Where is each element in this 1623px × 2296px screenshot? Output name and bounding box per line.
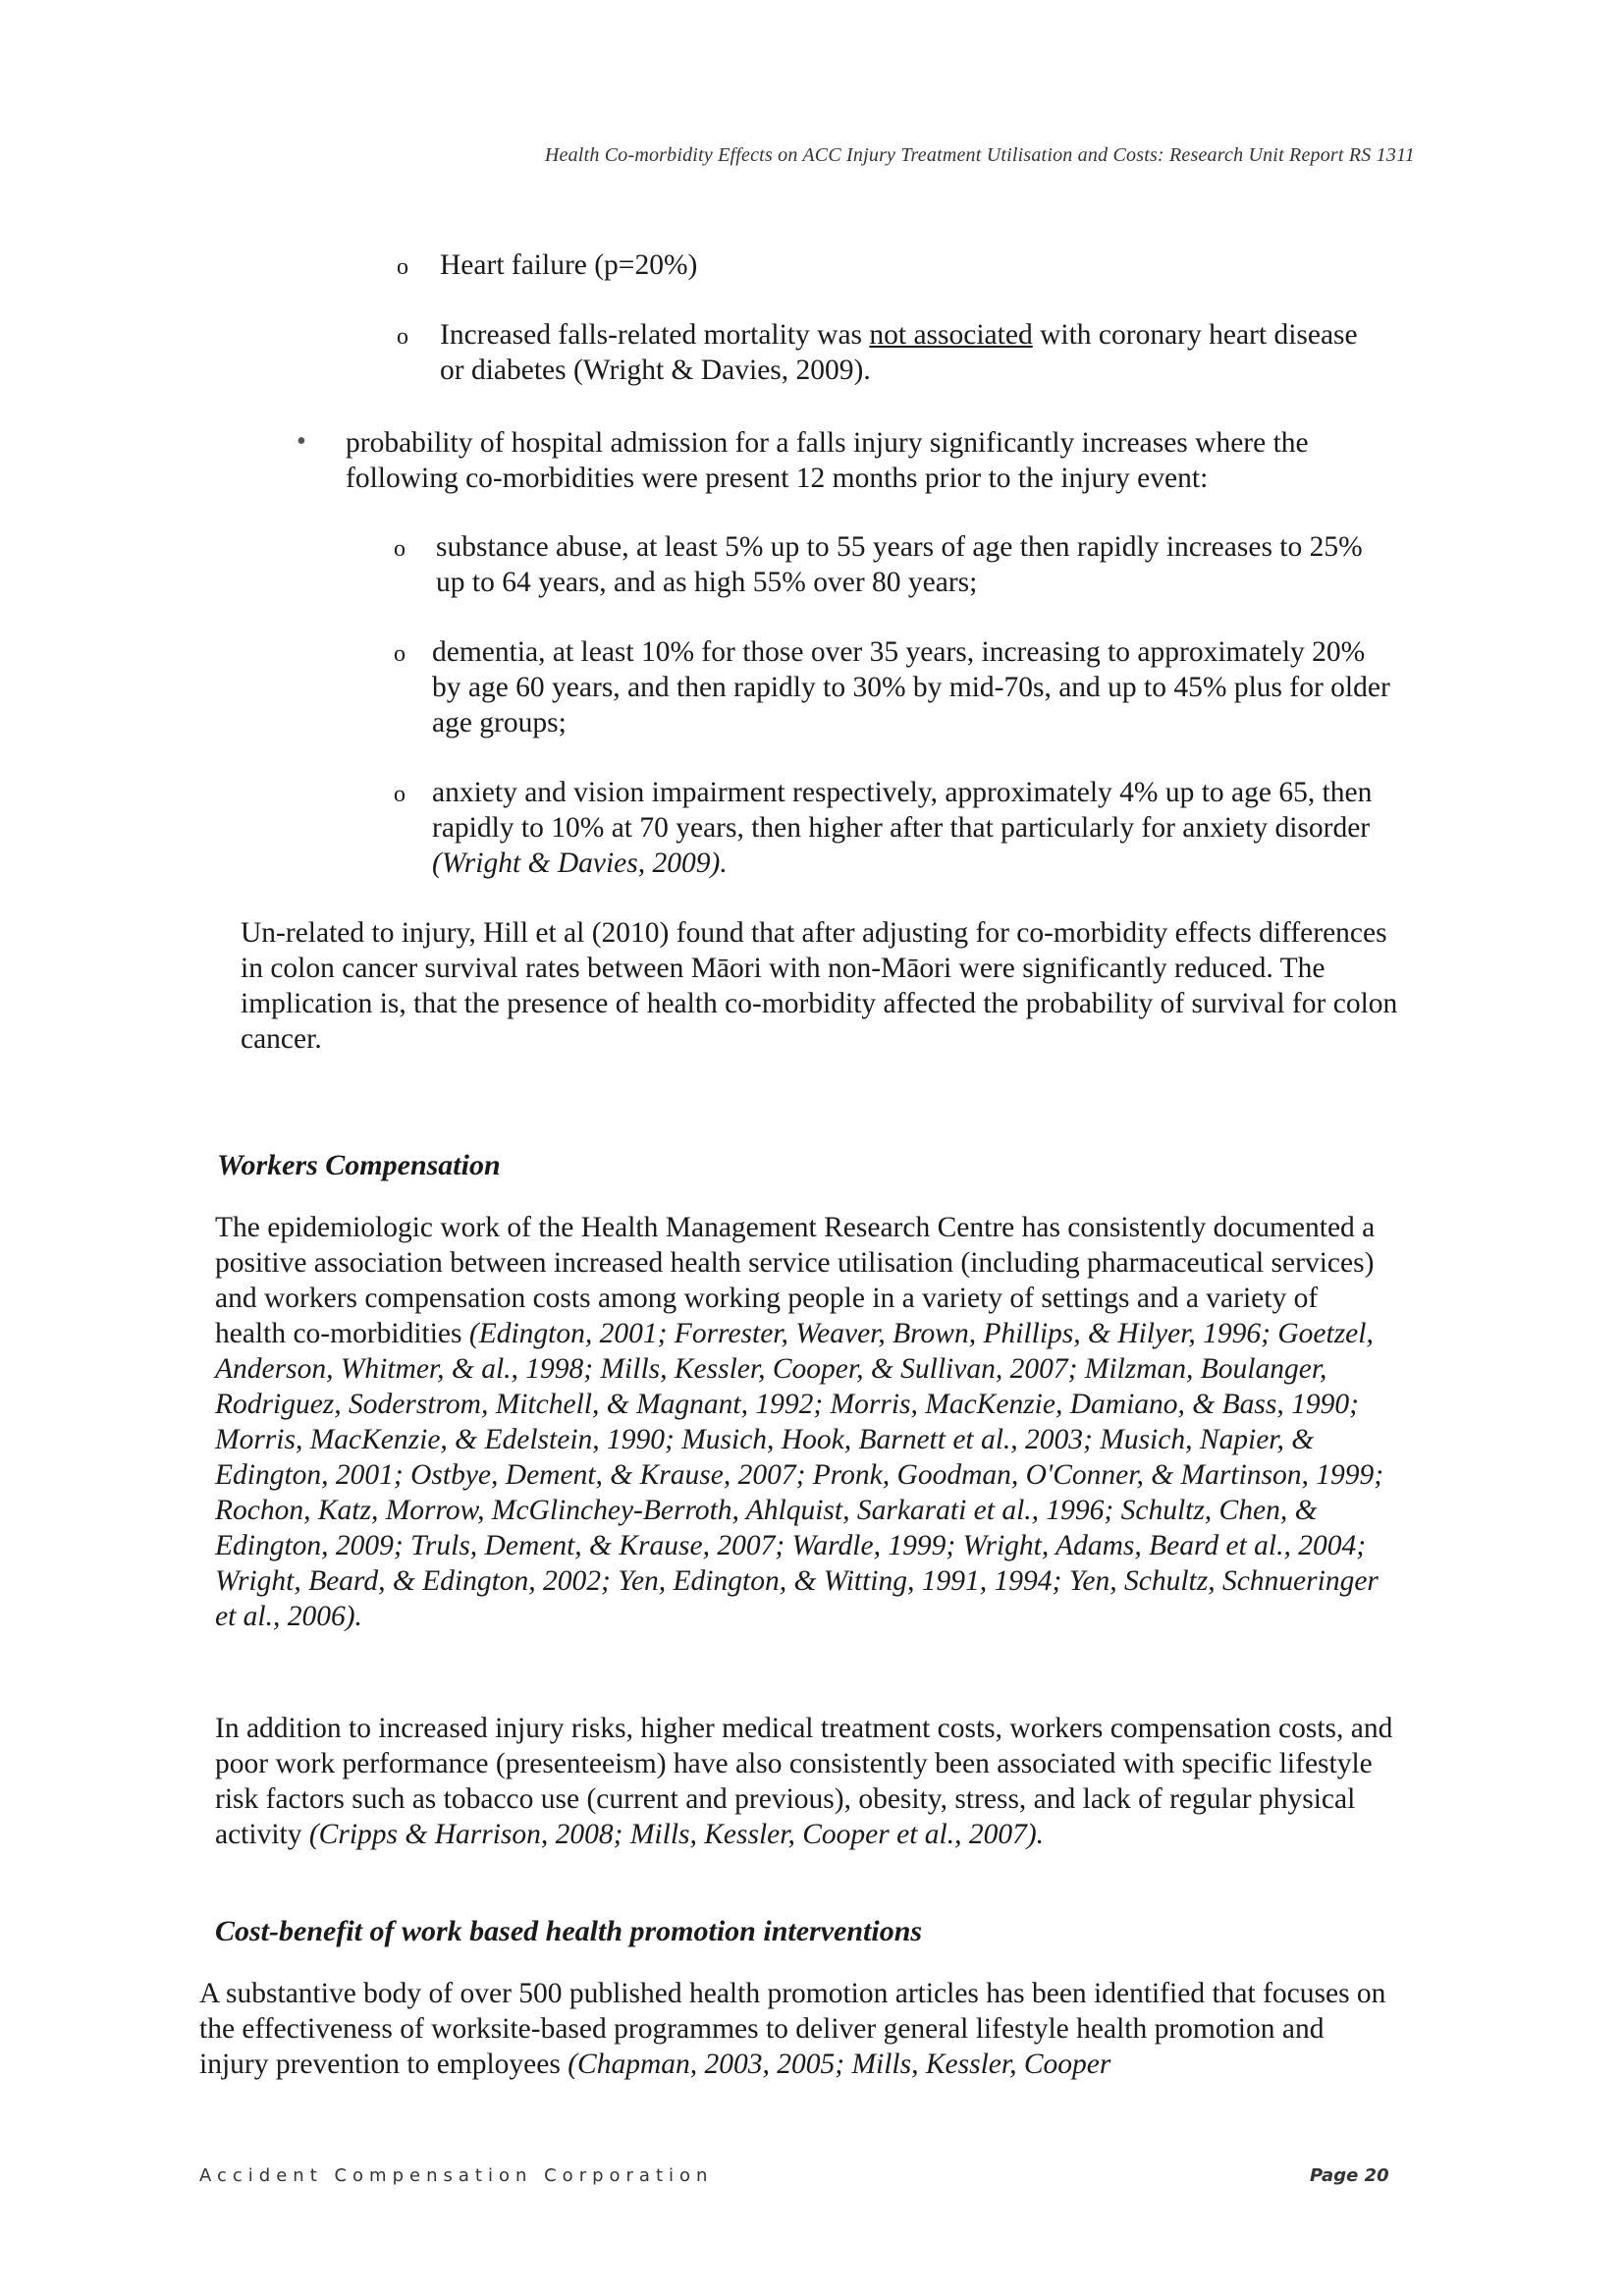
underlined-text: not associated — [869, 319, 1033, 351]
list-marker-bullet: • — [297, 426, 306, 457]
paragraph: Un-related to injury, Hill et al (2010) found that after adjusting for co-morbidity effects differences in colon cancer survival rates between Māori with non-Māori were significantly reduced. The implication is, that the presence of health co-morbidity affected the probability of survival for colon cancer. — [241, 917, 1398, 1055]
paragraph — [215, 1711, 1393, 1852]
list-item: Heart failure (p=20%) — [440, 249, 698, 281]
list-marker-circle: o — [397, 324, 408, 350]
running-header: Health Co-morbidity Effects on ACC Injury Treatment Utilisation and Costs: Research Unit Report RS 1311 — [544, 144, 1415, 166]
citation: (Edington, 2001; Forrester, Weaver, Brown, Phillips, & Hilyer, 1996; Goetzel, Anderson, Whitmer, & al., 1998; Mills, Kessler, Cooper, & Sullivan, 2007; Milzman, Boulanger, Rodriguez, Soderstrom, Mitchell, & Magnant, 1992; Morris, MacKenzie, Damiano, & Bass, 1990; Morris, MacKenzie, & Edelstein, 1990; Musich, Hook, Barnett et al., 2003; Musich, Napier, & Edington, 2001; Ostbye, Dement, & Krause, 2007; Pronk, Goodman, O'Conner, & Martinson, 1999; Rochon, Katz, Morrow, McGlinchey-Berroth, Ahlquist, Sarkarati et al., 1996; Schultz, Chen, & Edington, 2009; Truls, Dement, & Krause, 2007; Wardle, 1999; Wright, Adams, Beard et al., 2004; Wright, Beard, & Edington, 2002; Yen, Edington, & Witting, 1991, 1994; Yen, Schultz, Schnueringer et al., 2006). — [215, 1318, 1384, 1632]
footer-organization: Accident Compensation Corporation — [199, 2165, 714, 2186]
text: A substantive body of over 500 published health promotion articles has been identified that focuses on the effectiveness of worksite-based programmes to deliver general lifestyle health promotion and injury prevention to employees — [199, 1978, 1386, 2080]
section-heading: Workers Compensation — [217, 1149, 501, 1181]
text: In addition to increased injury risks, higher medical treatment costs, workers compensation costs, and poor work performance (presenteeism) have also consistently been associated with specific lifestyle risk factors such as tobacco use (current and previous), obesity, stress, and lack of regular physical activity — [215, 1713, 1393, 1850]
text: The epidemiologic work of the Health Management Research Centre has consistently documented a positive association between increased health service utilisation (including pharmaceutical services) and workers compensation costs among working people in a variety of settings and a variety of health co-morbidities — [215, 1212, 1376, 1349]
list-marker-circle: o — [397, 254, 408, 280]
citation: (Chapman, 2003, 2005; Mills, Kessler, Cooper — [568, 2049, 1111, 2080]
list-marker-circle: o — [394, 782, 406, 807]
text: Increased falls-related mortality was — [440, 319, 870, 351]
bullet-item: probability of hospital admission for a falls injury significantly increases where the following co-morbidities were present 12 months prior to the injury event: — [346, 427, 1309, 494]
text: with coronary heart disease or diabetes (Wright & Davies, 2009). — [440, 319, 1358, 386]
list-item: dementia, at least 10% for those over 35 years, increasing to approximately 20% by age 60 years, and then rapidly to 30% by mid-70s, and up to 45% plus for older age groups; — [432, 636, 1390, 738]
citation: (Wright & Davies, 2009). — [432, 847, 728, 879]
paragraph — [199, 1976, 1392, 2082]
list-marker-circle: o — [394, 641, 406, 667]
list-item: substance abuse, at least 5% up to 55 years of age then rapidly increases to 25% up to 64 years, and as high 55% over 80 years; — [436, 531, 1363, 598]
list-item — [440, 317, 1363, 388]
list-item — [432, 775, 1414, 881]
paragraph — [215, 1210, 1393, 1634]
text: anxiety and vision impairment respectively, approximately 4% up to age 65, then rapidly to 10% at 70 years, then higher after that particularly for anxiety disorder — [432, 777, 1373, 844]
page-number: Page 20 — [1310, 2165, 1389, 2186]
citation: (Cripps & Harrison, 2008; Mills, Kessler, Cooper et al., 2007). — [308, 1819, 1045, 1850]
section-heading: Cost-benefit of work based health promotion interventions — [215, 1915, 923, 1947]
list-marker-circle: o — [394, 536, 406, 562]
